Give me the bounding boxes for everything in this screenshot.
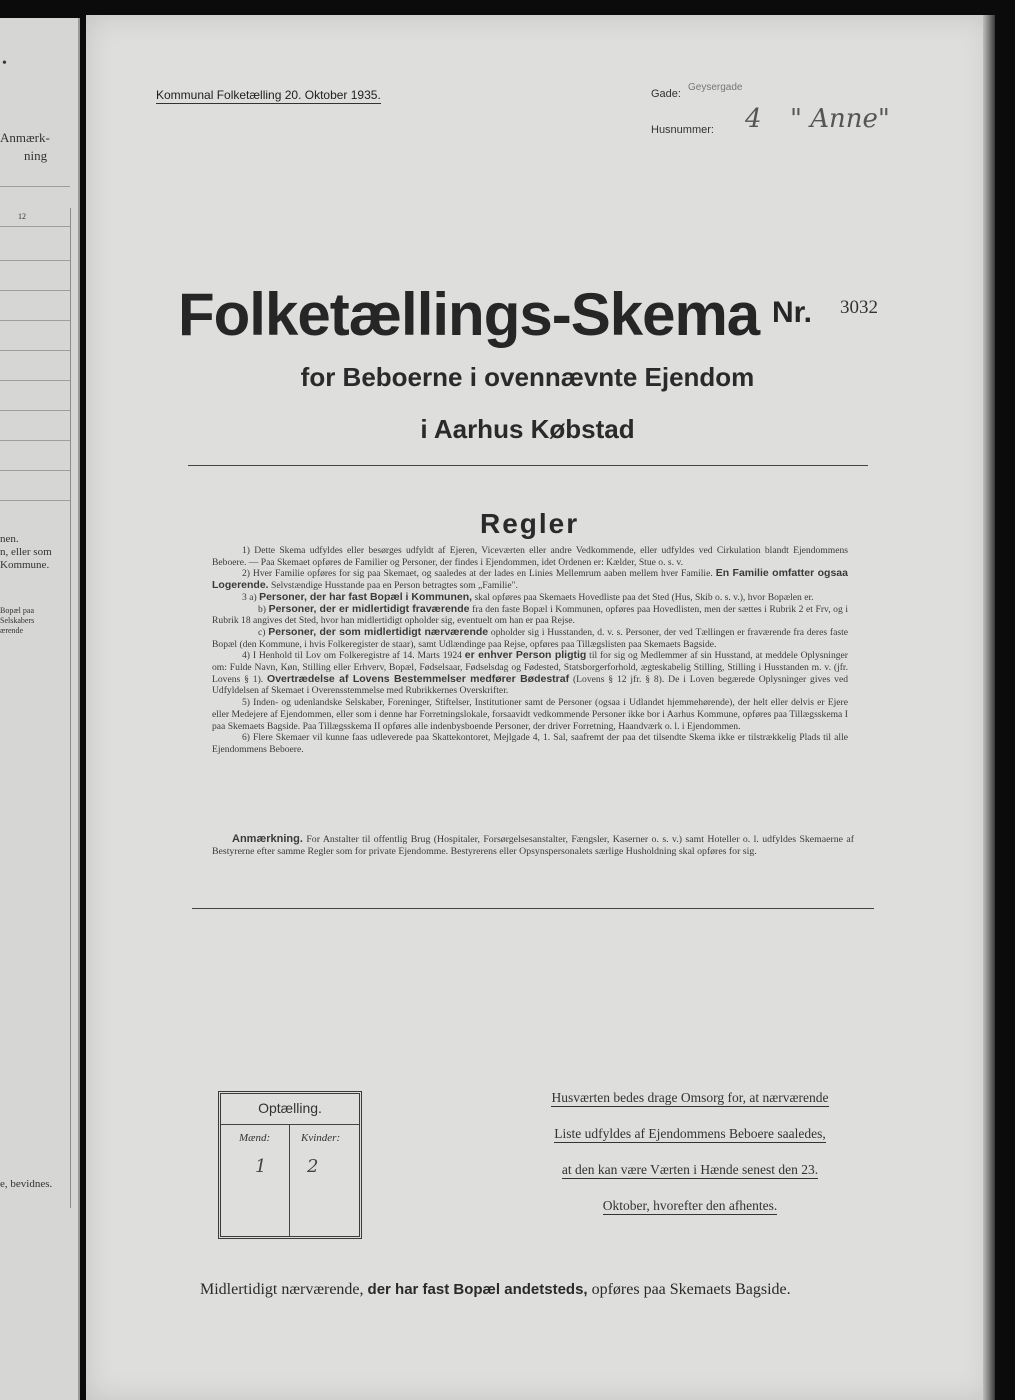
count-column-divider xyxy=(289,1124,290,1236)
rule-1: 1) Dette Skema udfyldes eller besørges udfyldt af Ejeren, Viceværten eller andre Vedkommende, eller udfyldes ved Cirkulation blandt Ejendommens Beboere. — Paa Skemaet opføres de Familier og Personer, der findes i Ejendommen, idet Ordenen er: Kælder, Stue o. s. v. xyxy=(212,545,848,568)
notice-line-2: Liste udfyldes af Ejendommens Beboere saaledes, xyxy=(554,1126,826,1141)
rule-3c: c) Personer, der som midlertidigt nærværende opholder sig i Husstanden, d. v. s. Personer, der ved Tællingen er fraværende fra deres faste Bopæl (den Kommune, i hvis Folkeregister de staar), samt Udlændinge paa Rejse, opføres paa Tillægslisten paa Skemaets Bagside. xyxy=(212,625,848,650)
left-bullet: • xyxy=(2,56,7,71)
left-column-line xyxy=(70,208,71,1208)
left-heading-line2: ning xyxy=(24,148,48,163)
left-note-line: nen. xyxy=(0,533,19,545)
left-page-fragment xyxy=(0,18,80,1400)
form-number-label: Nr. xyxy=(772,296,813,329)
census-line: Kommunal Folketælling 20. Oktober 1935. xyxy=(156,88,381,102)
notice-line-1: Husværten bedes drage Omsorg for, at nærværende xyxy=(551,1090,829,1105)
rule-3b: b) Personer, der er midlertidigt fraværende fra den faste Bopæl i Kommunen, opføres paa Hovedlisten, men der sættes i Rubrik 2 et Frv, og i Rubrik 18 angives det Sted, hvor han midlertidigt opholder sig, eventuelt om han er paa Rejse. xyxy=(212,602,849,627)
left-rule xyxy=(0,226,70,227)
left-rule xyxy=(0,290,70,291)
rule-4: 4) I Henhold til Lov om Folkeregistre af 14. Marts 1924 er enhver Person pligtig til for sig og Medlemmer af sin Husstand, at meddele Oplysninger om: Fulde Navn, Køn, Stilling eller Erhverv, Bopæl, Fødselsaar, Fødselsdag og Fødested, Statsborgerforhold, ægteskabelig Stilling, Stilling i Husstanden m. v. (jfr. Lovens § 1). Overtrædelse af Lovens Bestemmelser medfører Bødestraf (Lovens § 12 jfr. § 8). De i Loven begærede Oplysninger gives ved Udfyldelsen af Skemaet i Overensstemmelse med Rubrikkernes Overskrifter. xyxy=(212,649,848,697)
left-note-line: Kommune. xyxy=(0,559,50,571)
form-number-value: 3032 xyxy=(840,297,878,318)
left-rule xyxy=(0,350,70,351)
footer-part-2: der har fast Bopæl andetsteds, xyxy=(367,1281,588,1298)
left-note2-line: ærende xyxy=(0,626,24,635)
husnummer-value: 4 xyxy=(745,104,762,134)
men-label: Mænd: xyxy=(239,1132,271,1144)
women-count: 2 xyxy=(307,1156,319,1177)
rules-text xyxy=(212,545,848,756)
left-rule xyxy=(0,500,70,501)
rules-heading: Regler xyxy=(480,508,580,539)
left-rule xyxy=(0,186,70,187)
form-subtitle-2: i Aarhus Købstad xyxy=(420,414,635,444)
left-rule xyxy=(0,260,70,261)
notice-line-4: Oktober, hvorefter den afhentes. xyxy=(602,1198,778,1213)
women-label: Kvinder: xyxy=(301,1132,341,1144)
left-heading-line1: Anmærk- xyxy=(0,130,50,145)
husnummer-label: Husnummer: xyxy=(651,124,714,136)
count-title: Optælling. xyxy=(258,1100,322,1116)
left-note-line: n, eller som xyxy=(0,546,52,558)
footer-part-1: Midlertidigt nærværende, xyxy=(200,1281,364,1298)
rule-5: 5) Inden- og udenlandske Selskaber, Foreninger, Stiftelser, Institutioner samt de Personer (ogsaa i Udlandet hjemmehørende), der helt eller delvis er Ejere eller Medejere af Ejendommen, eller som i denne har Forretningslokale, forsaavidt vedkommende Personer ikke bor i Aarhus Kommune, opføres paa Tillægsskema I paa Skemaets Bagside. Paa Tillægsskema II opføres alle indenbysboende Personer, der driver Forretning, Haandværk o. l. i Ejendommen. xyxy=(212,697,848,732)
husnummer-extra: " Anne" xyxy=(790,104,890,134)
remark-divider xyxy=(192,908,874,909)
rule-2: 2) Hver Familie opføres for sig paa Skemaet, og saaledes at der lades en Linies Mellemrum aaben mellem hver Familie. En Familie omfatter ogsaa Logerende. Selvstændige Husstande paa en Person betragtes som „Familie". xyxy=(212,567,848,592)
form-subtitle-1: for Beboerne i ovennævnte Ejendom xyxy=(300,362,755,392)
left-note2-line: Bopæl paa xyxy=(0,606,34,615)
left-rule xyxy=(0,470,70,471)
men-count: 1 xyxy=(255,1156,267,1177)
remark-label: Anmærkning. xyxy=(232,833,303,845)
form-title: Folketællings-Skema xyxy=(178,281,760,348)
left-note3: e, bevidnes. xyxy=(0,1178,53,1190)
title-divider xyxy=(188,465,868,466)
notice-line-3: at den kan være Værten i Hænde senest den 23. xyxy=(561,1162,819,1177)
page-edge xyxy=(983,15,995,1400)
remark-text: For Anstalter til offentlig Brug (Hospitaler, Forsørgelsesanstalter, Fængsler, Kaserner o. s. v.) samt Hoteller o. l. udfyldes Skemaerne af Bestyrerne efter samme Regler som for private Ejendomme. Bestyrerens eller Opsynspersonalets særlige Husholdning skal opføres for sig. xyxy=(212,834,855,857)
count-divider xyxy=(221,1124,359,1125)
count-box xyxy=(218,1091,362,1239)
footer-instruction xyxy=(200,1281,880,1299)
gade-label: Gade: xyxy=(651,88,681,100)
gade-value: Geysergade xyxy=(688,82,743,93)
remark-paragraph xyxy=(212,833,854,858)
rule-6: 6) Flere Skemaer vil kunne faas udleverede paa Skattekontoret, Mejlgade 4, 1. Sal, saafremt der paa det tilsendte Skema ikke er tilstrækkelig Plads til alle Ejendommens Beboere. xyxy=(212,732,848,755)
left-rule xyxy=(0,410,70,411)
footer-part-3: opføres paa Skemaets Bagside. xyxy=(591,1281,791,1298)
rule-3a: 3 a) Personer, der har fast Bopæl i Kommunen, skal opføres paa Skemaets Hovedliste paa det Sted (Hus, Skib o. s. v.), hvor Bopælen er. xyxy=(242,590,814,603)
left-note2-line: Selskabers xyxy=(0,616,35,625)
left-col-number: 12 xyxy=(18,212,26,221)
left-rule xyxy=(0,320,70,321)
